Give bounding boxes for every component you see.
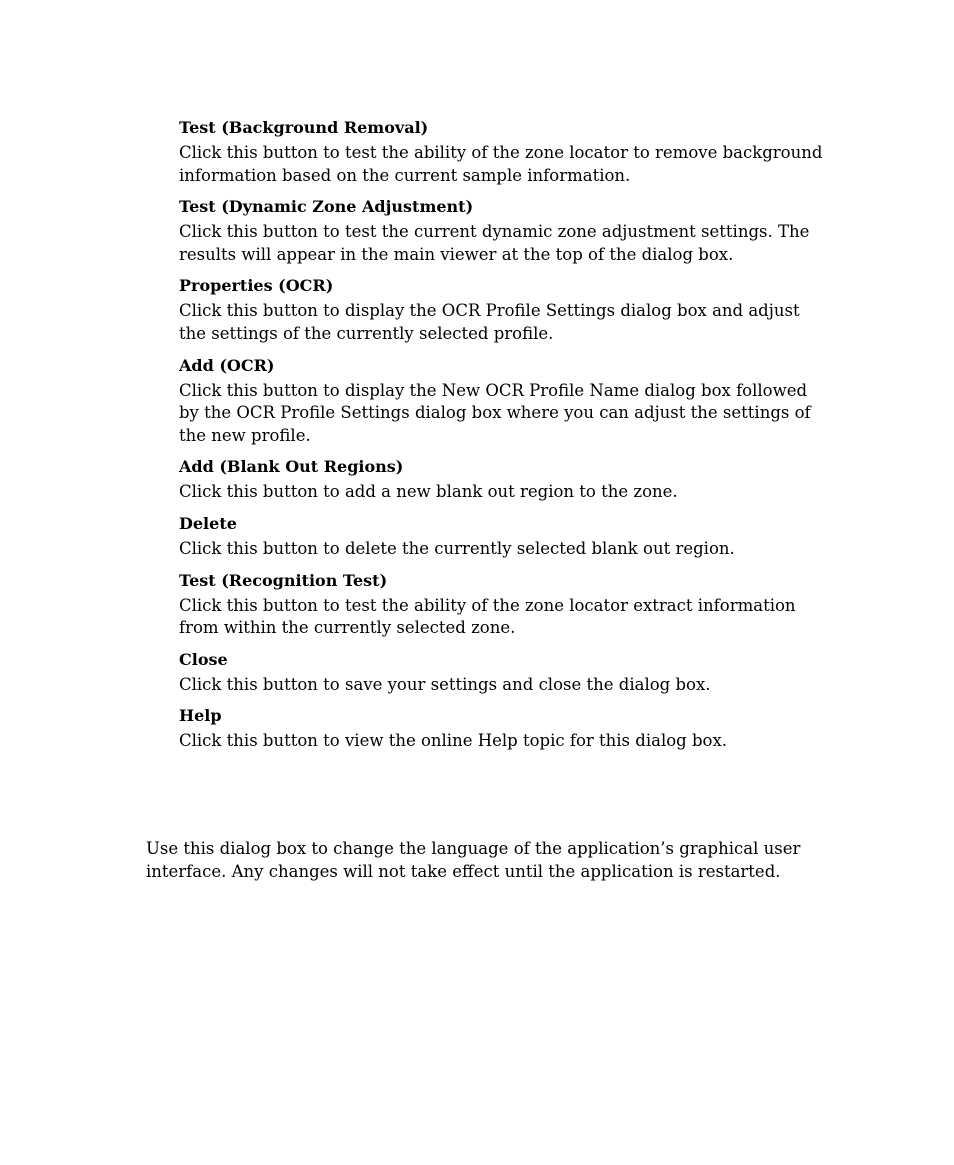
button-description-list (179, 117, 829, 762)
entry-test-recognition-test (179, 570, 829, 640)
entry-description: Click this button to save your settings and close the dialog box. (179, 674, 711, 694)
entry-description: Click this button to add a new blank out region to the zone. (179, 482, 678, 502)
entry-description: Click this button to display the New OCR Profile Name dialog box followed by the OCR Profile Settings dialog box where you can adjust the settings of the new profile. (179, 380, 811, 445)
entry-description: Click this button to test the current dynamic zone adjustment settings. The results will appear in the main viewer at the top of the dialog box. (179, 222, 810, 264)
entry-term: Add (Blank Out Regions) (179, 457, 404, 477)
entry-help (179, 705, 829, 753)
entry-description: Click this button to delete the currently selected blank out region. (179, 538, 735, 558)
entry-properties-ocr (179, 275, 829, 345)
entry-delete (179, 513, 829, 561)
entry-term: Test (Background Removal) (179, 118, 429, 137)
entry-description: Click this button to test the ability of the zone locator to remove background information based on the current sample information. (179, 143, 823, 185)
entry-add-ocr (179, 355, 829, 448)
entry-test-background-removal (179, 117, 829, 187)
entry-term: Test (Dynamic Zone Adjustment) (179, 197, 474, 217)
entry-term: Close (179, 649, 228, 669)
entry-description: Click this button to display the OCR Profile Settings dialog box and adjust the settings of the currently selected profile. (179, 301, 800, 343)
entry-term: Test (Recognition Test) (179, 570, 388, 590)
entry-close (179, 649, 829, 697)
entry-description: Click this button to test the ability of the zone locator extract information from within the currently selected zone. (179, 595, 796, 638)
entry-test-dynamic-zone-adjustment (179, 196, 829, 266)
entry-term: Help (179, 706, 222, 726)
language-dialog-intro-paragraph: Use this dialog box to change the language of the application’s graphical user interface. Any changes will not take effect until the application is restarted. (146, 839, 801, 881)
entry-description: Click this button to view the online Help topic for this dialog box. (179, 731, 728, 751)
entry-term: Delete (179, 513, 237, 533)
entry-term: Add (OCR) (179, 355, 275, 375)
entry-term: Properties (OCR) (179, 276, 334, 296)
entry-add-blank-out-regions (179, 456, 829, 504)
